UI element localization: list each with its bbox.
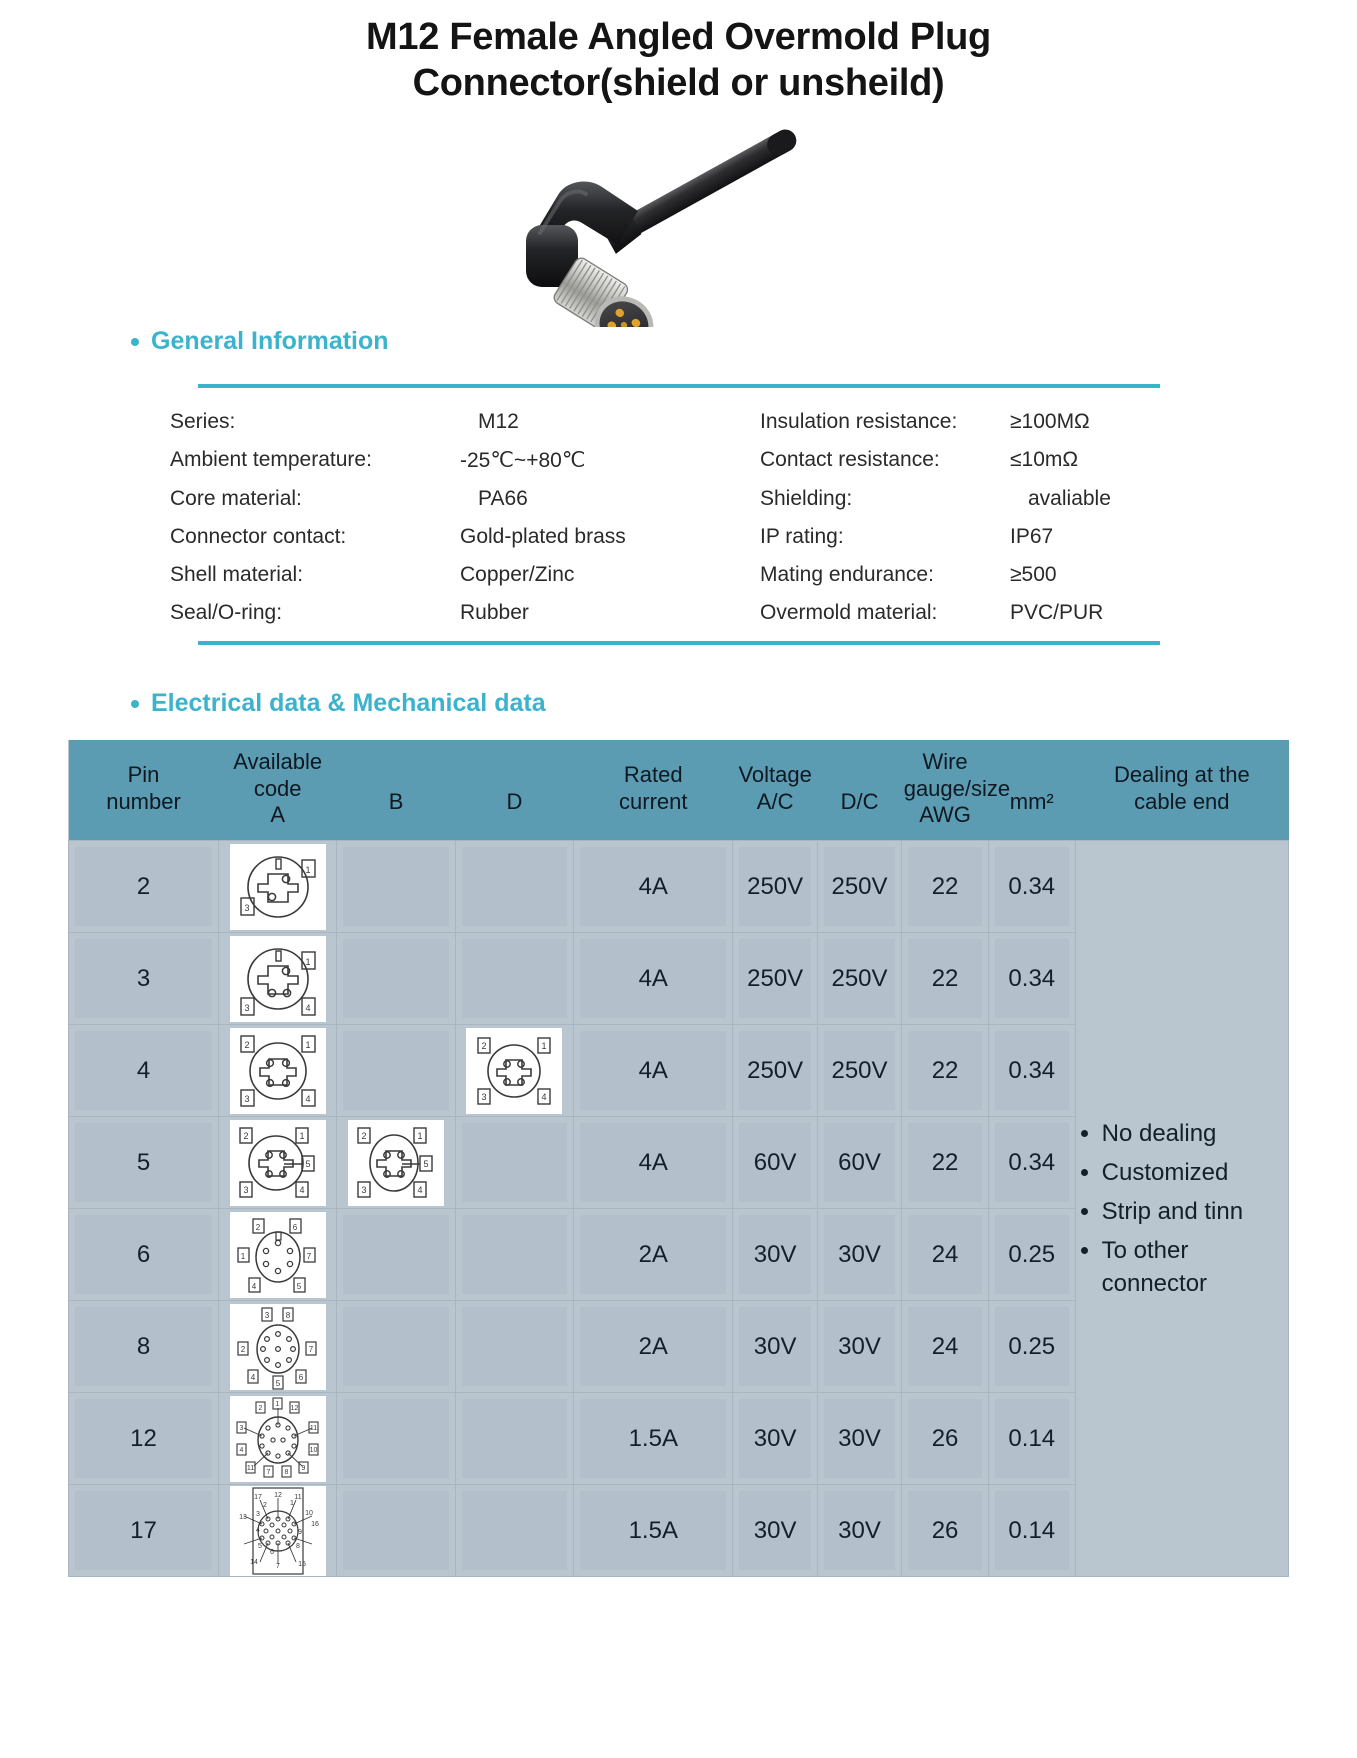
- general-information-block: [122, 384, 1235, 645]
- pinout-2-a-icon: [230, 844, 326, 930]
- svg-text:2: 2: [361, 1130, 367, 1141]
- electrical-heading-label: Electrical data & Mechanical data: [151, 688, 546, 717]
- cell-pin-number: [69, 933, 219, 1025]
- svg-text:3: 3: [239, 1424, 244, 1432]
- voltage-dc-value: 30V: [838, 1332, 881, 1360]
- svg-text:2: 2: [481, 1040, 487, 1051]
- svg-text:3: 3: [244, 1002, 250, 1013]
- gi-label-core-material: Core material:: [170, 486, 302, 510]
- svg-text:8: 8: [285, 1310, 290, 1320]
- cell-voltage-dc: [817, 841, 901, 933]
- pin-number-value: 8: [136, 1332, 151, 1360]
- svg-text:12: 12: [273, 1491, 282, 1499]
- dealing-option-item: • No dealing: [1102, 1117, 1288, 1150]
- table-row: [69, 841, 1289, 933]
- svg-text:1: 1: [305, 1039, 311, 1050]
- cell-voltage-dc: [817, 1025, 901, 1117]
- cell-awg: [902, 1393, 989, 1485]
- svg-text:11: 11: [246, 1464, 254, 1472]
- cell-code-d-empty: [455, 1393, 573, 1485]
- cell-mm2: [988, 1209, 1075, 1301]
- cell-mm2: [988, 1117, 1075, 1209]
- dealing-option-item: • Strip and tinn: [1102, 1195, 1288, 1228]
- svg-text:5: 5: [296, 1281, 301, 1291]
- cell-dealing-at-cable-end: [1075, 841, 1288, 1577]
- svg-text:10: 10: [309, 1446, 318, 1454]
- col-header-code-b: [337, 740, 455, 841]
- gi-label-shielding: Shielding:: [760, 486, 853, 510]
- col-header-awg: [902, 740, 1011, 841]
- svg-text:7: 7: [275, 1562, 280, 1570]
- cell-pin-number: [69, 1117, 219, 1209]
- cell-voltage-ac: [733, 1485, 817, 1577]
- pinout-4-a-icon: [230, 1028, 326, 1114]
- pinout-5-b-icon: [348, 1120, 444, 1206]
- svg-text:5: 5: [305, 1158, 311, 1169]
- cell-code-d-empty: [455, 933, 573, 1025]
- pinout-8-a-icon: [230, 1304, 326, 1390]
- svg-text:10: 10: [304, 1509, 313, 1517]
- pinout-17-a-icon: [230, 1486, 326, 1576]
- awg-value: 26: [931, 1516, 959, 1544]
- rated-current-value: 1.5A: [628, 1424, 678, 1452]
- svg-text:3: 3: [481, 1091, 487, 1102]
- cell-mm2: [988, 1393, 1075, 1485]
- cell-voltage-ac: [733, 1117, 817, 1209]
- pinout-3-a-icon: [230, 936, 326, 1022]
- connector-photo-illustration: [514, 117, 844, 327]
- mm2-value: 0.34: [1008, 1148, 1056, 1176]
- spec-table: [68, 740, 1289, 1577]
- svg-text:2: 2: [243, 1130, 249, 1141]
- gi-label-ip-rating: IP rating:: [760, 524, 844, 548]
- cell-voltage-ac: [733, 1393, 817, 1485]
- voltage-dc-value: 30V: [838, 1424, 881, 1452]
- rated-current-value: 2A: [638, 1332, 668, 1360]
- cell-mm2: [988, 841, 1075, 933]
- mm2-value: 0.14: [1008, 1424, 1056, 1452]
- cell-voltage-dc: [817, 933, 901, 1025]
- col-header-rated-current: [574, 740, 733, 841]
- mm2-value: 0.34: [1008, 1056, 1056, 1084]
- voltage-ac-value: 250V: [747, 872, 804, 900]
- cell-code-a-diagram: [219, 1025, 337, 1117]
- svg-text:4: 4: [299, 1184, 305, 1195]
- cell-voltage-dc: [817, 1393, 901, 1485]
- svg-text:4: 4: [251, 1281, 256, 1291]
- svg-text:6: 6: [269, 1548, 274, 1556]
- col-header-dealing-bottom: cable end: [1134, 788, 1230, 814]
- cell-code-b-empty: [337, 1209, 455, 1301]
- col-header-pin-bottom: number: [106, 788, 181, 814]
- svg-text:4: 4: [541, 1091, 547, 1102]
- gi-label-seal-o-ring: Seal/O-ring:: [170, 600, 283, 624]
- svg-text:1: 1: [299, 1130, 305, 1141]
- pin-number-value: 17: [130, 1516, 157, 1544]
- gi-value-shielding: avaliable: [1028, 486, 1111, 510]
- cell-voltage-ac: [733, 841, 817, 933]
- gi-label-overmold-material: Overmold material:: [760, 600, 938, 624]
- svg-text:1: 1: [417, 1130, 423, 1141]
- gi-value-overmold-material: PVC/PUR: [1010, 600, 1104, 624]
- rated-current-value: 4A: [638, 1056, 668, 1084]
- dealing-options-list: [1076, 1117, 1288, 1301]
- col-header-rated-top: Rated: [623, 762, 683, 788]
- rated-current-value: 4A: [638, 1148, 668, 1176]
- gi-value-mating-endurance: ≥500: [1010, 562, 1057, 586]
- svg-text:3: 3: [264, 1310, 269, 1320]
- svg-text:9: 9: [301, 1464, 306, 1472]
- cell-awg: [902, 1485, 989, 1577]
- mm2-value: 0.34: [1008, 872, 1056, 900]
- cell-pin-number: [69, 1209, 219, 1301]
- svg-text:1: 1: [240, 1251, 245, 1261]
- gi-value-series: M12: [478, 409, 519, 433]
- cell-mm2: [988, 1485, 1075, 1577]
- svg-text:7: 7: [266, 1468, 271, 1476]
- awg-value: 22: [931, 1148, 959, 1176]
- awg-value: 24: [931, 1332, 959, 1360]
- svg-text:2: 2: [255, 1222, 260, 1232]
- svg-text:12: 12: [290, 1404, 299, 1412]
- cell-voltage-ac: [733, 1025, 817, 1117]
- cell-awg: [902, 933, 989, 1025]
- cell-rated-current: [574, 933, 733, 1025]
- voltage-dc-value: 250V: [831, 872, 888, 900]
- cell-code-a-diagram: [219, 841, 337, 933]
- voltage-dc-value: 30V: [838, 1240, 881, 1268]
- cell-voltage-ac: [733, 933, 817, 1025]
- voltage-dc-value: 60V: [838, 1148, 881, 1176]
- svg-text:3: 3: [255, 1510, 260, 1518]
- svg-text:3: 3: [244, 1093, 250, 1104]
- cell-pin-number: [69, 1485, 219, 1577]
- cell-code-a-diagram: [219, 933, 337, 1025]
- svg-text:14: 14: [249, 1558, 258, 1566]
- col-header-mm2-label: mm²: [1009, 788, 1054, 814]
- awg-value: 24: [931, 1240, 959, 1268]
- cell-awg: [902, 1025, 989, 1117]
- cell-code-d-empty: [455, 1485, 573, 1577]
- pinout-5-a-icon: [230, 1120, 326, 1206]
- svg-text:4: 4: [417, 1184, 423, 1195]
- svg-text:6: 6: [292, 1222, 297, 1232]
- gi-label-connector-contact: Connector contact:: [170, 524, 347, 548]
- cell-pin-number: [69, 841, 219, 933]
- col-header-wire-gauge: Wire gauge/size: [903, 748, 1011, 801]
- voltage-dc-value: 250V: [831, 1056, 888, 1084]
- cell-code-d-empty: [455, 1301, 573, 1393]
- col-header-dealing-at-cable-end: [1075, 740, 1288, 841]
- spec-table-body: [69, 841, 1289, 1577]
- svg-text:3: 3: [361, 1184, 367, 1195]
- rated-current-value: 4A: [638, 872, 668, 900]
- cell-code-b-empty: [337, 1393, 455, 1485]
- cell-rated-current: [574, 1393, 733, 1485]
- cell-code-a-diagram: [219, 1393, 337, 1485]
- mm2-value: 0.34: [1008, 964, 1056, 992]
- awg-value: 22: [931, 964, 959, 992]
- svg-text:3: 3: [244, 902, 250, 913]
- mm2-value: 0.14: [1008, 1516, 1056, 1544]
- cell-mm2: [988, 1301, 1075, 1393]
- cell-voltage-ac: [733, 1301, 817, 1393]
- cell-voltage-dc: [817, 1209, 901, 1301]
- voltage-ac-value: 250V: [747, 1056, 804, 1084]
- cell-voltage-dc: [817, 1301, 901, 1393]
- voltage-dc-value: 250V: [831, 964, 888, 992]
- cell-pin-number: [69, 1301, 219, 1393]
- cell-code-b-empty: [337, 841, 455, 933]
- col-header-voltage-dc-label: D/C: [840, 788, 879, 814]
- voltage-dc-value: 30V: [838, 1516, 881, 1544]
- bullet-icon: [131, 700, 139, 708]
- svg-text:5: 5: [257, 1542, 262, 1550]
- svg-text:11: 11: [294, 1493, 302, 1501]
- svg-text:1: 1: [305, 864, 311, 875]
- gi-label-mating-endurance: Mating endurance:: [760, 562, 934, 586]
- product-image-container: [0, 117, 1357, 327]
- svg-text:9: 9: [297, 1528, 302, 1536]
- col-header-voltage-dc: [817, 740, 901, 841]
- pinout-6-a-icon: [230, 1212, 326, 1298]
- svg-text:2: 2: [244, 1039, 250, 1050]
- pin-number-value: 2: [136, 872, 151, 900]
- section-heading-general-information: [131, 327, 1357, 356]
- col-header-code-b-label: B: [388, 788, 404, 814]
- svg-text:4: 4: [305, 1093, 311, 1104]
- gi-value-ambient-temperature: -25℃~+80℃: [460, 448, 586, 472]
- spec-table-container: [68, 740, 1289, 1577]
- gi-value-contact-resistance: ≤10mΩ: [1010, 447, 1079, 471]
- voltage-ac-value: 30V: [753, 1240, 797, 1268]
- cell-awg: [902, 1301, 989, 1393]
- cell-pin-number: [69, 1393, 219, 1485]
- cell-awg: [902, 841, 989, 933]
- mm2-value: 0.25: [1008, 1240, 1056, 1268]
- pin-number-value: 6: [136, 1240, 151, 1268]
- cell-code-a-diagram: [219, 1209, 337, 1301]
- svg-text:5: 5: [423, 1158, 429, 1169]
- spec-table-header: [69, 740, 1289, 841]
- gi-value-seal-o-ring: Rubber: [460, 600, 529, 624]
- cell-code-b-empty: [337, 1025, 455, 1117]
- cell-code-b-empty: [337, 933, 455, 1025]
- divider-bottom: [198, 641, 1160, 645]
- col-header-code-a: [219, 740, 337, 841]
- pin-number-value: 5: [136, 1148, 151, 1176]
- cell-mm2: [988, 933, 1075, 1025]
- svg-text:15: 15: [297, 1560, 306, 1568]
- pinout-12-a-icon: [230, 1396, 326, 1482]
- svg-text:6: 6: [298, 1372, 303, 1382]
- cell-pin-number: [69, 1025, 219, 1117]
- pin-number-value: 4: [136, 1056, 151, 1084]
- voltage-ac-value: 30V: [753, 1516, 797, 1544]
- voltage-ac-value: 30V: [753, 1332, 797, 1360]
- awg-value: 22: [931, 872, 959, 900]
- cell-code-a-diagram: [219, 1485, 337, 1577]
- cell-code-d-empty: [455, 1209, 573, 1301]
- cell-code-d-diagram: [455, 1025, 573, 1117]
- gi-label-ambient-temperature: Ambient temperature:: [170, 447, 372, 471]
- cell-code-a-diagram: [219, 1117, 337, 1209]
- cell-voltage-dc: [817, 1485, 901, 1577]
- rated-current-value: 2A: [638, 1240, 668, 1268]
- svg-text:8: 8: [295, 1542, 300, 1550]
- gi-label-contact-resistance: Contact resistance:: [760, 447, 940, 471]
- svg-text:1: 1: [541, 1040, 547, 1051]
- col-header-awg-label: AWG: [919, 802, 971, 828]
- col-header-voltage-ac-label: A/C: [756, 788, 794, 814]
- awg-value: 26: [931, 1424, 959, 1452]
- svg-text:2: 2: [262, 1501, 267, 1509]
- pin-number-value: 3: [136, 964, 151, 992]
- cell-voltage-dc: [817, 1117, 901, 1209]
- awg-value: 22: [931, 1056, 959, 1084]
- svg-text:1: 1: [289, 1499, 294, 1507]
- voltage-ac-value: 30V: [753, 1424, 797, 1452]
- svg-text:4: 4: [255, 1526, 260, 1534]
- col-header-pin-number: [69, 740, 219, 841]
- svg-text:13: 13: [238, 1513, 247, 1521]
- cell-code-d-empty: [455, 1117, 573, 1209]
- cell-rated-current: [574, 841, 733, 933]
- svg-text:5: 5: [275, 1378, 280, 1388]
- cell-code-b-diagram: [337, 1117, 455, 1209]
- gi-value-core-material: PA66: [478, 486, 528, 510]
- page-title-line-2: Connector(shield or unsheild): [412, 62, 945, 105]
- col-header-dealing-top: Dealing at the: [1113, 762, 1250, 788]
- page-title: [0, 0, 1357, 107]
- svg-text:1: 1: [275, 1400, 280, 1408]
- cell-code-a-diagram: [219, 1301, 337, 1393]
- col-header-pin-top: Pin: [127, 762, 160, 788]
- voltage-ac-value: 250V: [747, 964, 804, 992]
- svg-text:2: 2: [240, 1344, 245, 1354]
- page-title-line-1: M12 Female Angled Overmold Plug: [366, 16, 991, 58]
- cell-mm2: [988, 1025, 1075, 1117]
- svg-text:3: 3: [243, 1184, 249, 1195]
- gi-label-shell-material: Shell material:: [170, 562, 304, 586]
- bullet-icon: [131, 338, 139, 346]
- svg-text:4: 4: [250, 1372, 255, 1382]
- col-header-code-d: [455, 740, 573, 841]
- svg-text:11: 11: [309, 1424, 317, 1432]
- dealing-option-item: • To other connector: [1102, 1234, 1288, 1300]
- svg-text:7: 7: [306, 1251, 311, 1261]
- pin-number-value: 12: [130, 1424, 157, 1452]
- cell-code-d-empty: [455, 841, 573, 933]
- svg-text:2: 2: [258, 1404, 263, 1412]
- cell-rated-current: [574, 1117, 733, 1209]
- cell-voltage-ac: [733, 1209, 817, 1301]
- gi-value-connector-contact: Gold-plated brass: [460, 524, 626, 548]
- svg-text:1: 1: [305, 956, 311, 967]
- gi-value-ip-rating: IP67: [1010, 524, 1054, 548]
- col-header-rated-bottom: current: [619, 788, 688, 814]
- cell-awg: [902, 1117, 989, 1209]
- gi-label-series: Series:: [170, 409, 236, 433]
- cell-code-b-empty: [337, 1485, 455, 1577]
- col-header-code-d-label: D: [506, 788, 523, 814]
- col-header-voltage-ac: [733, 740, 817, 841]
- col-header-voltage: Voltage: [738, 762, 812, 788]
- general-information-heading-label: General Information: [151, 326, 389, 355]
- gi-label-insulation-resistance: Insulation resistance:: [760, 409, 958, 433]
- mm2-value: 0.25: [1008, 1332, 1056, 1360]
- rated-current-value: 4A: [638, 964, 668, 992]
- cell-rated-current: [574, 1485, 733, 1577]
- svg-text:17: 17: [253, 1493, 262, 1501]
- dealing-option-item: • Customized: [1102, 1156, 1288, 1189]
- gi-value-shell-material: Copper/Zinc: [460, 562, 575, 586]
- voltage-ac-value: 60V: [753, 1148, 797, 1176]
- rated-current-value: 1.5A: [628, 1516, 678, 1544]
- svg-text:4: 4: [305, 1002, 311, 1013]
- cell-rated-current: [574, 1025, 733, 1117]
- col-header-code-a-label: A: [270, 802, 286, 828]
- svg-text:4: 4: [239, 1446, 244, 1454]
- cell-rated-current: [574, 1301, 733, 1393]
- svg-text:16: 16: [310, 1520, 319, 1528]
- cell-awg: [902, 1209, 989, 1301]
- cell-rated-current: [574, 1209, 733, 1301]
- general-information-grid: [122, 388, 1235, 641]
- pinout-4-d-icon: [466, 1028, 562, 1114]
- svg-text:8: 8: [284, 1468, 289, 1476]
- cell-code-b-empty: [337, 1301, 455, 1393]
- gi-value-insulation-resistance: ≥100MΩ: [1010, 409, 1090, 433]
- header-row: [69, 740, 1289, 841]
- col-header-available-code: Available code: [233, 748, 323, 801]
- svg-text:7: 7: [308, 1344, 313, 1354]
- section-heading-electrical-mechanical: [131, 689, 1357, 718]
